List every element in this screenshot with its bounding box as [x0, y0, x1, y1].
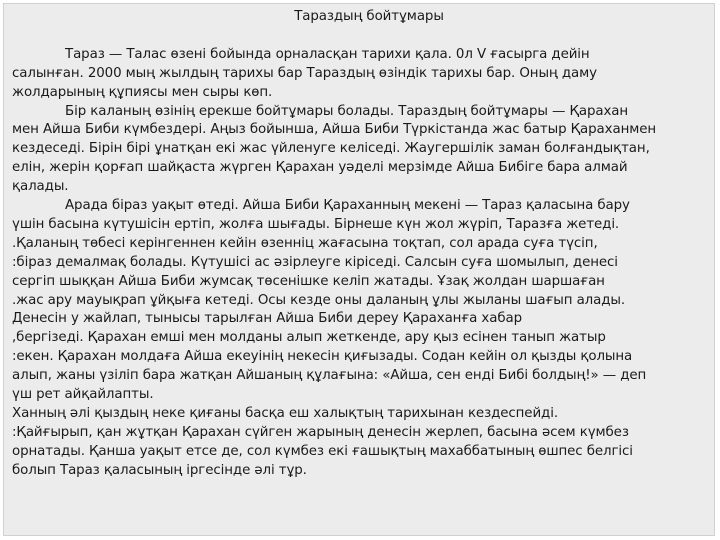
text-line: Арада біраз уақыт өтеді. Айша Биби Қараханның мекені — Тараз қаласына бару [65, 198, 630, 214]
text-line: Тараз — Талас өзені бойында орналасқан тарихи қала. 0л V ғасырга дейін [65, 46, 590, 62]
text-line: :екен. Қарахан молдаға Айша екеуінің некесін қиғызады. Содан кейін ол қызды қолына [12, 349, 633, 365]
text-line: алып, жаны үзіліп бара жатқан Айшаның құлағына: «Айша, сен енді Бибі болдың!» — деп [12, 368, 647, 384]
text-line: Бір каланың өзінің ерекше бойтұмары болады. Тараздың бойтұмары — Қарахан [65, 103, 629, 119]
text-line: елін, жерін қорғап шайқаста жүрген Қарахан уәделі мерзімде Айша Бибіге бара алмай [12, 160, 628, 176]
text-line: салынған. 2000 мың жылдың тарихы бар Тараздың өзіндік тарихы бар. Оның даму [12, 65, 597, 81]
text-line: :біраз демалмақ болады. Күтушісі ас әзірлеуге кіріседі. Салсын суға шомылып, денесі [12, 254, 618, 270]
text-line: .жас ару мауықрап ұйқыға кетеді. Осы кезде оны даланың ұлы жыланы шағып алады. [12, 292, 626, 308]
text-line: .Қаланың төбесі керінгеннен кейін өзенніц жағасына тоқтап, сол арада суға түсіп, [12, 235, 598, 251]
text-line: үшін басына күтушісін ертіп, жолға шығады. Бірнеше күн жол жүріп, Таразға жетеді. [12, 216, 620, 232]
text-line: үш рет айқайлапты. [12, 387, 154, 403]
document-title: Тараздың бойтұмары [294, 9, 444, 24]
text-line: жолдарының құпиясы мен сыры көп. [12, 84, 273, 100]
document-body [12, 4, 712, 481]
text-line: орнатады. Қанша уақыт етсе де, сол күмбез екі ғашықтың махаббатының өшпес белгісі [12, 443, 633, 459]
text-line: кездеседі. Бірін бірі ұнатқан екі жас үйленуге келіседі. Жаугершілік заман болғандықтан, [12, 141, 650, 157]
document-page [3, 3, 715, 536]
text-line: :Қайғырып, қан жұтқан Қарахан сүйген жарының денесін жерлеп, басына әсем күмбез [12, 424, 629, 440]
text-line: мен Айша Биби күмбездері. Аңыз бойынша, Айша Биби Түркістанда жас батыр Қараханмен [12, 122, 657, 138]
text-line: болып Тараз қаласының іргесінде әлі тұр. [12, 462, 307, 478]
text-line: қалады. [12, 179, 69, 195]
text-lines [12, 46, 712, 481]
text-line: ,бергізеді. Қарахан емші мен молданы алып жеткенде, ару қыз есінен танып жатыр [12, 330, 606, 346]
text-line: сергіп шыққан Айша Биби жумсақ төсенішке келіп жатады. Ұзақ жолдан шаршаған [12, 273, 605, 289]
blank-line [12, 27, 712, 46]
text-line: Ханның әлі қыздың неке қиғаны басқа еш халықтың тарихынан кездеспейді. [12, 406, 558, 422]
text-line: Денесін у жайлап, тынысы тарылған Айша Биби дереу Қараханға хабар [12, 311, 522, 327]
